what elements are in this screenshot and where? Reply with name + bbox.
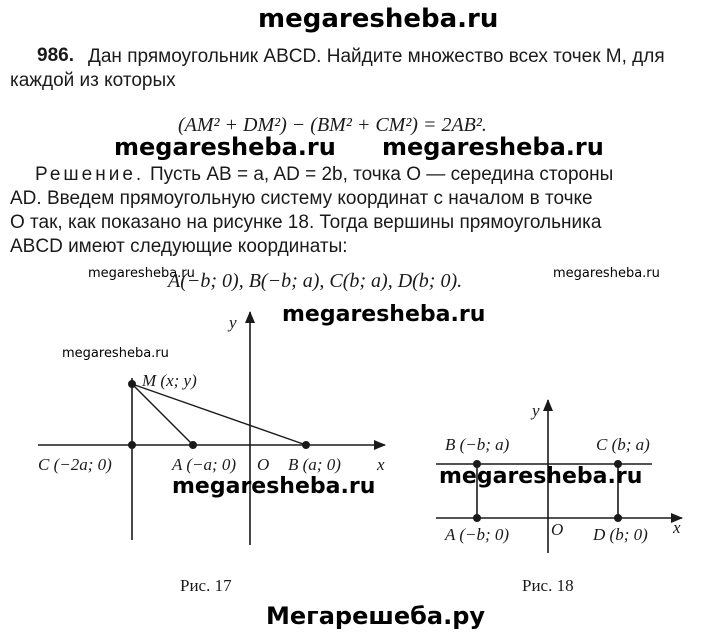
problem-formula: (AM² + DM²) − (BM² + CM²) = 2AB². — [178, 114, 487, 136]
fig18-y-label: y — [532, 401, 540, 420]
fig18-label-O: O — [551, 520, 564, 539]
fig17-label-M: M (x; y) — [142, 371, 197, 390]
fig17-label-C: C (−2a; 0) — [38, 455, 112, 474]
fig17-point-C — [128, 441, 136, 449]
watermark-5: megaresheba.ru — [282, 302, 486, 327]
watermark-4: megaresheba.ru — [553, 266, 660, 281]
watermark-3: megaresheba.ru — [88, 266, 195, 281]
fig17-label-O: O — [257, 455, 270, 474]
watermark-8: megaresheba.ru — [439, 464, 643, 489]
fig18-point-D — [614, 514, 622, 522]
problem-line-2: каждой из которых — [10, 70, 176, 91]
solution-line-4: ABCD имеют следующие координаты: — [10, 236, 348, 257]
fig17-point-B — [302, 441, 310, 449]
fig17-y-label: y — [229, 313, 237, 332]
header-watermark: megaresheba.ru — [258, 4, 499, 34]
fig17-label-A: A (−a; 0) — [172, 455, 237, 474]
watermark-7: megaresheba.ru — [172, 474, 376, 499]
fig18-x-label: x — [673, 518, 681, 537]
fig18-label-D: D (b; 0) — [593, 525, 648, 544]
fig17-label-B: B (a; 0) — [288, 455, 341, 474]
solution-coordinates: A(−b; 0), B(−b; a), C(b; a), D(b; 0). — [168, 270, 463, 292]
solution-line-2: AD. Введем прямоугольную систему координат с началом в точке — [10, 188, 593, 209]
fig17-caption: Рис. 17 — [180, 576, 232, 595]
solution-line-1: Пусть AB = a, AD = 2b, точка O — середина стороны — [150, 164, 614, 185]
fig18-label-C: C (b; a) — [596, 435, 650, 454]
fig18-label-A: A (−b; 0) — [445, 525, 510, 544]
solution-line-3: O так, как показано на рисунке 18. Тогда вершины прямоугольника — [10, 212, 602, 233]
watermark-6: megaresheba.ru — [62, 346, 169, 361]
fig18-caption: Рис. 18 — [522, 576, 574, 595]
problem-number: 986. — [37, 45, 74, 66]
solution-label: Решение. — [35, 164, 145, 185]
fig17-segment-MA — [132, 384, 193, 445]
figure-17 — [0, 300, 420, 570]
footer-watermark: Мегарешеба.ру — [266, 602, 486, 630]
fig18-point-A — [473, 514, 481, 522]
watermark-1: megaresheba.ru — [114, 133, 336, 161]
fig18-label-B: B (−b; a) — [445, 435, 510, 454]
watermark-2: megaresheba.ru — [382, 133, 604, 161]
fig17-x-label: x — [377, 455, 385, 474]
fig17-point-A — [189, 441, 197, 449]
fig17-point-M — [128, 380, 136, 388]
problem-line-1: Дан прямоугольник ABCD. Найдите множество всех точек M, для — [88, 46, 665, 67]
fig17-segment-MB — [132, 384, 306, 445]
